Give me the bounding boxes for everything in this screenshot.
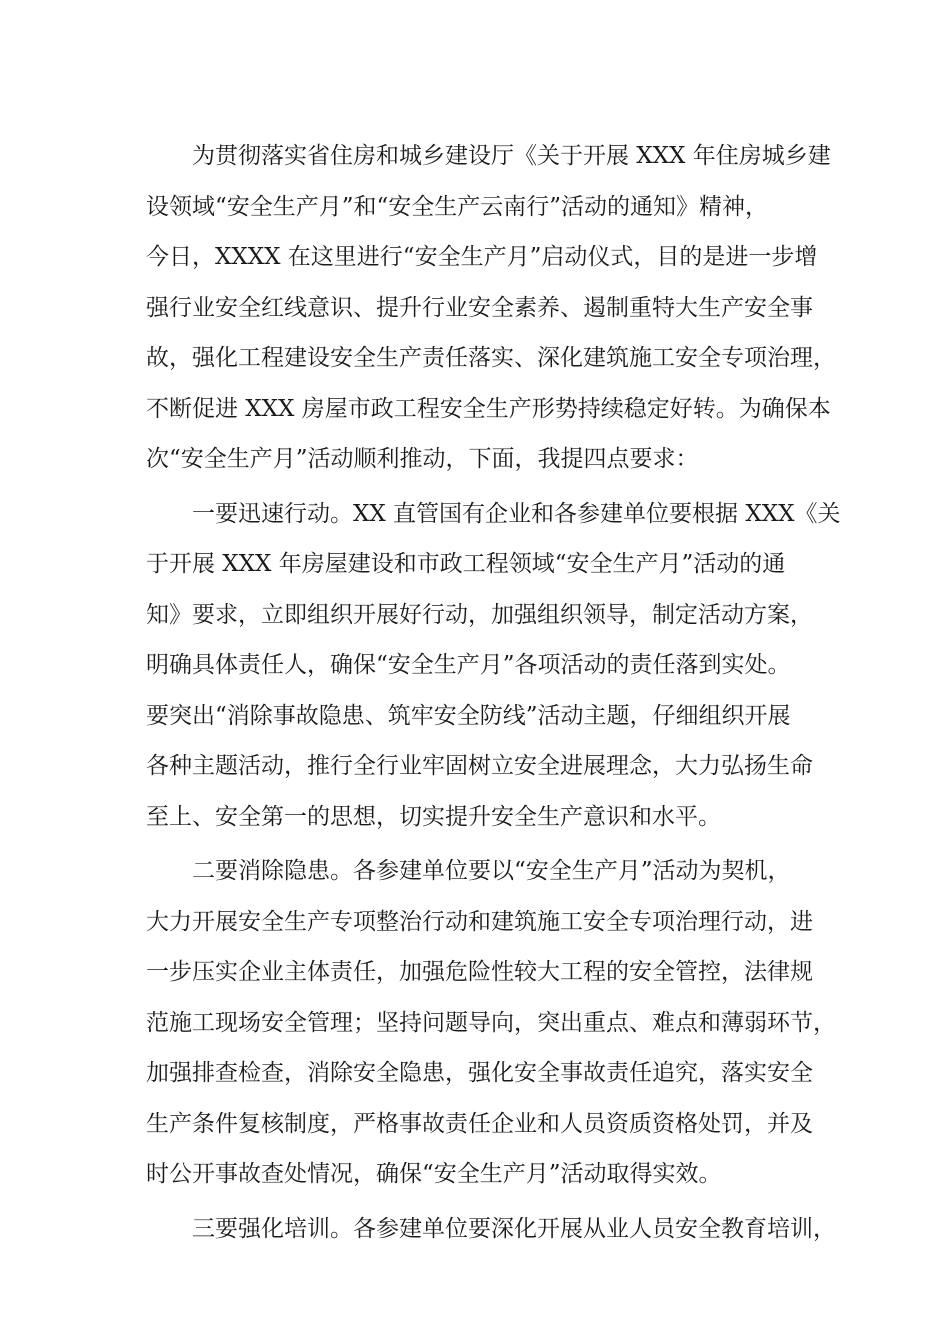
- text-line: 设领域“安全生产月”和“安全生产云南行”活动的通知》精神，: [146, 193, 769, 220]
- text-line: 生产条件复核制度，严格事故责任企业和人员资质资格处罚，并及: [146, 1110, 813, 1137]
- document-body: [146, 131, 841, 1254]
- text-line: 二要消除隐患。各参建单位要以“安全生产月”活动为契机，: [192, 858, 791, 884]
- text-line: 今日，XXXX 在这里进行“安全生产月”启动仪式，目的是进一步增: [146, 244, 818, 270]
- text-line: 次“安全生产月”活动顺利推动，下面，我提四点要求：: [146, 446, 699, 472]
- text-line: 强行业安全红线意识、提升行业安全素养、遏制重特大生产安全事: [146, 294, 813, 321]
- text-line: 三要强化培训。各参建单位要深化开展从业人员安全教育培训，: [192, 1215, 836, 1242]
- text-line: 至上、安全第一的思想，切实提升安全生产意识和水平。: [146, 803, 721, 830]
- paragraph-requirement-1: [146, 489, 841, 843]
- text-line: 各种主题活动，推行全行业牢固树立安全进展理念，大力弘扬生命: [146, 753, 813, 779]
- text-line: 故，强化工程建设安全生产责任落实、深化建筑施工安全专项治理，: [146, 345, 836, 371]
- text-line: 知》要求，立即组织开展好行动，加强组织领导，制定活动方案，: [146, 601, 813, 628]
- text-line: 一步压实企业主体责任，加强危险性较大工程的安全管控，法律规: [146, 959, 813, 985]
- text-line: 不断促进 XXX 房屋市政工程安全生产形势持续稳定好转。为确保本: [146, 395, 831, 422]
- paragraph-intro: [146, 131, 836, 485]
- text-line: 大力开展安全生产专项整治行动和建筑施工安全专项治理行动，进: [146, 908, 813, 935]
- text-line: 时公开事故查处情况，确保“安全生产月”活动取得实效。: [146, 1161, 722, 1187]
- text-line: 要突出“消除事故隐患、筑牢安全防线”活动主题，仔细组织开展: [146, 702, 791, 729]
- text-line: 于开展 XXX 年房屋建设和市政工程领域“安全生产月”活动的通: [146, 551, 786, 577]
- paragraph-requirement-2: [146, 846, 836, 1200]
- text-line: 为贯彻落实省住房和城乡建设厅《关于开展 XXX 年住房城乡建: [192, 143, 831, 169]
- text-line: 加强排查检查，消除安全隐患，强化安全事故责任追究，落实安全: [146, 1060, 813, 1086]
- text-line: 一要迅速行动。XX 直管国有企业和各参建单位要根据 XXX《关: [192, 500, 841, 527]
- paragraph-requirement-3: [146, 1204, 836, 1255]
- text-line: 明确具体责任人，确保“安全生产月”各项活动的责任落到实处。: [146, 652, 791, 678]
- text-line: 范施工现场安全管理；坚持问题导向，突出重点、难点和薄弱环节，: [146, 1009, 836, 1036]
